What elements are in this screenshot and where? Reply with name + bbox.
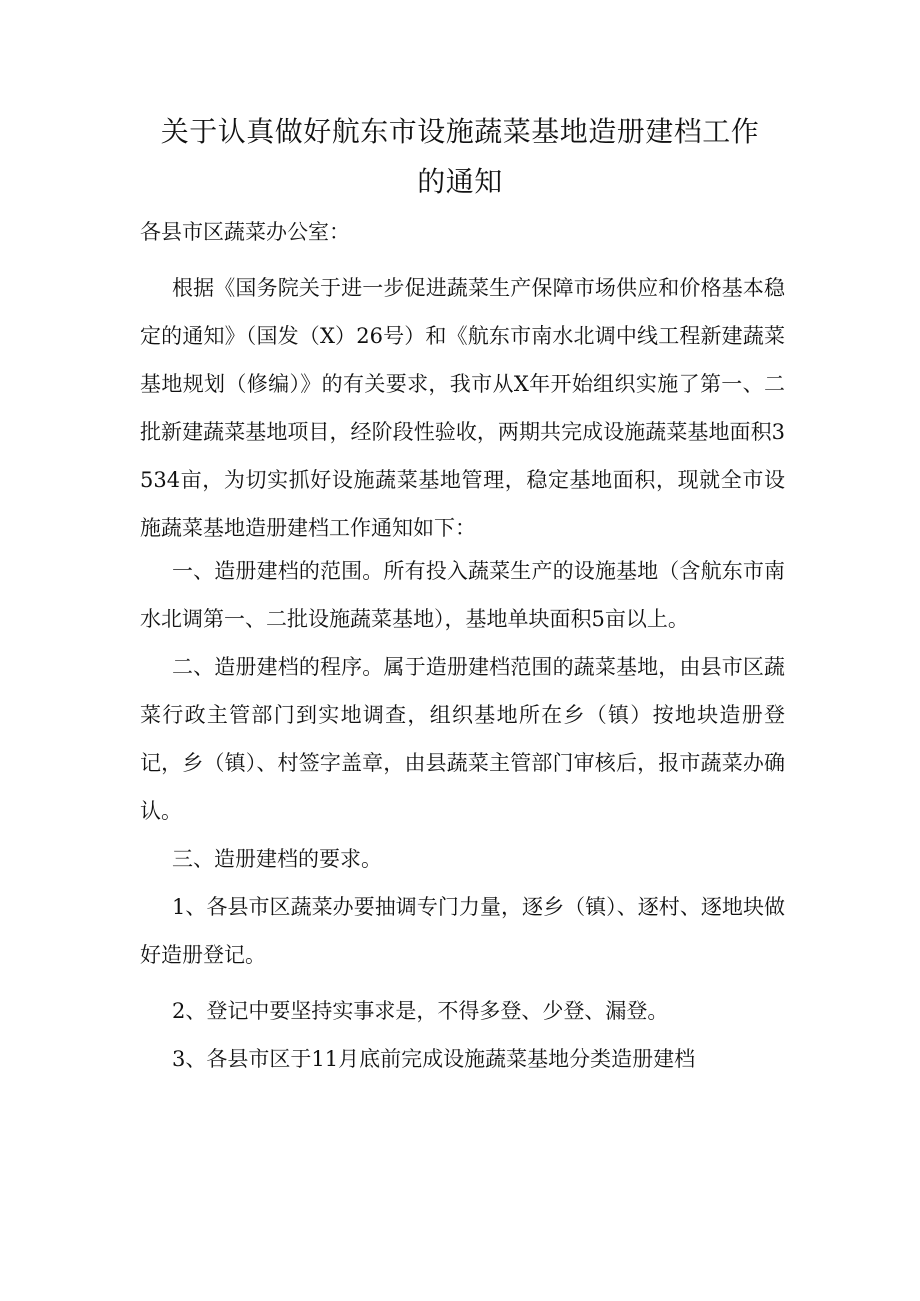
paragraph-background: 根据《国务院关于进一步促进蔬菜生产保障市场供应和价格基本稳定的通知》（国发（X）26号）和《航东市南水北调中线工程新建蔬菜基地规划（修编）》的有关要求，我市从X年开始组织实施了第一、二批新建蔬菜基地项目，经阶段性验收，两期共完成设施蔬菜基地面积3534亩，为切实抓好设施蔬菜基地管理，稳定基地面积，现就全市设施蔬菜基地造册建档工作通知如下：	[140, 276, 785, 540]
salutation: 各县市区蔬菜办公室：	[140, 220, 350, 244]
paragraph-requirement-2: 2、登记中要坚持实事求是，不得多登、少登、漏登。	[172, 999, 669, 1023]
paragraph-requirement-1: 1、各县市区蔬菜办要抽调专门力量，逐乡（镇）、逐村、逐地块做好造册登记。	[140, 895, 785, 967]
document-title-line-1: 关于认真做好航东市设施蔬菜基地造册建档工作	[160, 115, 760, 148]
document-title-line-2: 的通知	[417, 165, 503, 198]
paragraph-scope: 一、造册建档的范围。所有投入蔬菜生产的设施基地（含航东市南水北调第一、二批设施蔬菜基地），基地单块面积5亩以上。	[140, 559, 785, 631]
paragraph-procedure: 二、造册建档的程序。属于造册建档范围的蔬菜基地，由县市区蔬菜行政主管部门到实地调查，组织基地所在乡（镇）按地块造册登记，乡（镇）、村签字盖章，由县蔬菜主管部门审核后，报市蔬菜办确认。	[140, 655, 785, 823]
paragraph-requirements-heading: 三、造册建档的要求。	[172, 847, 382, 871]
paragraph-requirement-3: 3、各县市区于11月底前完成设施蔬菜基地分类造册建档	[172, 1047, 696, 1071]
